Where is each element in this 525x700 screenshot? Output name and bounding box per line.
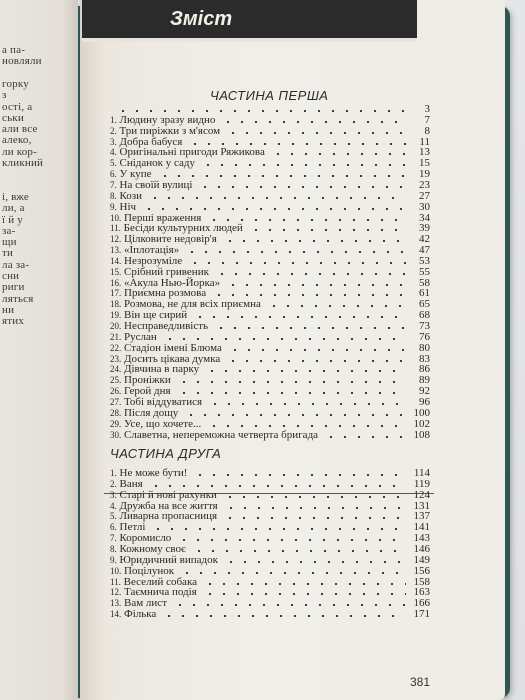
- dot-leader: [193, 474, 406, 476]
- toc-entry-page: 8: [424, 124, 430, 137]
- toc-entry-number: 5.: [110, 511, 117, 522]
- part-one-heading: ЧАСТИНА ПЕРША: [210, 88, 329, 103]
- toc-entry-number: 19.: [110, 310, 122, 321]
- toc-entry-number: 5.: [110, 158, 117, 169]
- dot-leader: [203, 593, 406, 595]
- dot-leader: [163, 338, 406, 340]
- toc-entry-title: Дружба на все життя: [119, 499, 218, 512]
- toc-entry-number: 2.: [110, 478, 117, 489]
- toc-entry-number: 9.: [110, 201, 117, 212]
- dot-leader: [185, 251, 406, 253]
- page-number: 381: [410, 675, 431, 689]
- toc-entry-number: 27.: [110, 396, 122, 407]
- left-page-text-fragment: ськи: [2, 111, 24, 124]
- toc-entry-page: 65: [419, 298, 430, 311]
- dot-leader: [207, 219, 406, 221]
- toc-entry-number: 16.: [110, 277, 122, 288]
- toc-entry-page: 68: [419, 309, 430, 322]
- toc-entry-page: 13: [419, 146, 430, 159]
- toc-entry-title: Добра бабуся: [119, 135, 183, 148]
- toc-entry-number: 7.: [110, 179, 117, 190]
- toc-entry-number: 11.: [110, 576, 121, 587]
- toc-entry-page: 15: [419, 157, 430, 170]
- dot-leader: [205, 370, 406, 372]
- toc-entry-number: 2.: [110, 125, 117, 136]
- toc-entry-number: 13.: [110, 598, 122, 609]
- toc-entry-page: 39: [419, 222, 430, 235]
- dot-leader: [224, 561, 406, 563]
- toc-entry-page: 146: [413, 542, 430, 555]
- toc-entry-page: 158: [413, 575, 430, 588]
- toc-entry-page: 27: [419, 189, 430, 202]
- toc-entry-page: 114: [413, 467, 430, 479]
- toc-entry-page: 86: [419, 363, 430, 376]
- toc-entry-title: Після дощу: [124, 406, 179, 419]
- dot-leader: [215, 273, 406, 275]
- toc-entry-number: 6.: [110, 522, 117, 533]
- toc-entry-page: 61: [419, 287, 430, 300]
- toc-entry-number: 14.: [110, 255, 122, 266]
- dot-leader: [223, 496, 406, 498]
- toc-entry-page: 53: [419, 254, 430, 267]
- dot-leader: [192, 550, 406, 552]
- part-two-heading: ЧАСТИНА ДРУГА: [110, 446, 222, 461]
- toc-entry-number: 1.: [110, 114, 117, 125]
- left-page-text-fragment: ляться: [2, 292, 34, 305]
- toc-entry-page: 30: [419, 200, 430, 213]
- left-page-text-fragment: новляли: [2, 55, 42, 68]
- toc-entry-number: 6.: [110, 169, 117, 180]
- toc-entry-title: Сніданок у саду: [119, 157, 195, 170]
- toc-entry-title: Коромисло: [119, 532, 172, 545]
- toc-entry-page: 143: [413, 532, 430, 545]
- dot-leader: [208, 403, 406, 405]
- toc-entry-number: 3.: [110, 489, 117, 500]
- left-page-text-fragment: ості, а: [2, 100, 33, 113]
- dot-leader: [177, 539, 406, 541]
- dot-leader: [188, 262, 406, 264]
- left-page-text-fragment: щи: [2, 236, 17, 249]
- dot-leader: [158, 175, 406, 177]
- dot-leader: [224, 507, 406, 509]
- toc-entry-page: 42: [419, 233, 430, 246]
- toc-entry-title: Незрозуміле: [124, 254, 183, 267]
- left-page-text-fragment: ла за-: [2, 258, 30, 271]
- dot-leader: [207, 425, 406, 427]
- toc-entry-page: 19: [419, 168, 430, 181]
- toc-entry-title: Срібний гривеник: [124, 265, 209, 278]
- toc-entry-number: 22.: [110, 342, 122, 353]
- toc-entry-page: 166: [413, 597, 430, 610]
- dot-leader: [228, 349, 406, 351]
- toc-entry-number: 21.: [110, 331, 122, 342]
- toc-entry-title: Проніжки: [124, 374, 171, 387]
- dot-leader: [223, 240, 406, 242]
- dot-leader: [162, 615, 406, 617]
- toc-entry-title: Приємна розмова: [124, 287, 207, 300]
- dot-leader: [184, 414, 406, 416]
- toc-entry-number: 14.: [110, 609, 122, 620]
- toc-entry-number: 20.: [110, 321, 122, 331]
- toc-entry-number: 29.: [110, 418, 122, 429]
- toc-entry-title: Руслан: [124, 330, 157, 343]
- toc-entry-number: 7.: [110, 533, 117, 544]
- toc-entry-page: 156: [413, 564, 430, 577]
- toc-entry-number: 18.: [110, 299, 122, 310]
- toc-entry-title-group: [110, 608, 156, 620]
- toc-entry-number: 9.: [110, 554, 117, 565]
- toc-entry-page: 73: [419, 320, 430, 332]
- page-title: Зміст: [170, 8, 233, 30]
- toc-entry-page: 58: [419, 276, 430, 289]
- left-page-text-fragment: ятих: [2, 315, 25, 328]
- toc-entry-title: Досить цікава думка: [124, 352, 221, 365]
- toc-entry-title: Поцілунок: [124, 564, 175, 577]
- left-page-text-fragment: ї й у: [2, 213, 23, 226]
- toc-entry-title-group: [110, 429, 318, 441]
- dot-leader: [226, 284, 406, 286]
- toc-entry-title: Несправедливість: [124, 320, 209, 332]
- toc-entry-title: Людину зразу видно: [119, 113, 216, 126]
- dot-leader: [203, 583, 406, 585]
- toc-entry-page: 23: [419, 178, 430, 191]
- toc-entry-number: 4.: [110, 500, 117, 511]
- toc-entry-number: 13.: [110, 245, 122, 256]
- toc-entry-page: 11: [419, 135, 430, 148]
- toc-entry-page: 171: [413, 608, 430, 621]
- toc-entry-title: Стадіон імені Блюма: [124, 341, 222, 354]
- dot-leader: [198, 186, 406, 188]
- toc-entry-number: 17.: [110, 288, 122, 299]
- dot-leader: [151, 528, 406, 530]
- toc-entry-page: 47: [419, 244, 430, 257]
- toc-entry-page: 96: [419, 395, 430, 408]
- dot-leader: [214, 327, 406, 329]
- left-page: [0, 0, 78, 700]
- toc-entry-title: «Акула Нью-Йорка»: [124, 276, 221, 289]
- toc-entry-page: 3: [424, 103, 430, 115]
- dot-leader: [223, 517, 406, 519]
- left-page-text-fragment: ли кор-: [2, 145, 37, 158]
- toc-entry-number: 8.: [110, 543, 117, 554]
- toc-entry-number: 12.: [110, 587, 122, 598]
- dot-leader: [148, 197, 406, 199]
- left-page-text-fragment: а па-: [2, 44, 26, 56]
- header-band: [82, 0, 417, 38]
- left-page-text-fragment: за-: [2, 224, 16, 237]
- dot-leader: [324, 436, 406, 438]
- dot-leader: [116, 110, 406, 112]
- left-page-text-fragment: алеко,: [2, 134, 32, 147]
- toc-entry-title: У купе: [119, 168, 152, 181]
- toc-entry-page: 108: [413, 428, 430, 441]
- toc-entry-number: 15.: [110, 266, 122, 277]
- toc-entry-page: 124: [413, 488, 430, 501]
- toc-entry-page: 141: [413, 521, 430, 534]
- toc-entry-title: Кожному своє: [119, 542, 186, 555]
- dot-leader: [221, 121, 406, 123]
- toc-entry-number: 10.: [110, 212, 122, 223]
- toc-entry-title: Бесіди культурних людей: [123, 222, 243, 235]
- toc-entry-title: Філька: [124, 608, 157, 621]
- left-page-text-fragment: али все: [2, 123, 38, 136]
- left-page-text-fragment: кликний: [2, 157, 44, 169]
- toc-entry-page: 92: [419, 385, 430, 398]
- dot-leader: [271, 153, 406, 155]
- toc-entry-page: 100: [413, 406, 430, 419]
- toc-entry-page: 102: [413, 417, 430, 430]
- toc-entry-page: 80: [419, 341, 430, 354]
- dot-leader: [177, 381, 406, 383]
- dot-leader: [226, 132, 406, 134]
- left-page-text-fragment: риги: [2, 281, 25, 294]
- dot-leader: [249, 229, 406, 231]
- toc-entry-number: 1.: [110, 468, 117, 478]
- toc-entry-title: Три пиріжки з м'ясом: [119, 124, 221, 137]
- toc-entry-title: Ваня: [119, 477, 143, 490]
- toc-entry-number: 11.: [110, 223, 121, 234]
- dot-leader: [226, 360, 406, 362]
- toc-entry-number: 30.: [110, 429, 122, 440]
- dot-leader: [212, 294, 406, 296]
- toc-entry-title: Цілковите недовір'я: [124, 233, 217, 246]
- toc-entry-page: 7: [424, 113, 430, 126]
- left-page-text-fragment: ли, а: [2, 202, 25, 215]
- dot-leader: [180, 572, 406, 574]
- toc-entry-page: 89: [419, 374, 430, 387]
- dot-leader: [188, 143, 406, 145]
- dot-leader: [177, 392, 406, 394]
- toc-entry-title: Він ще сирий: [124, 309, 188, 322]
- toc-entry-title: Вам лист: [124, 597, 167, 610]
- toc-entry-title: Петлі: [119, 521, 146, 534]
- toc-entry-title: Ливарна пропасниця: [119, 510, 218, 523]
- toc-entry-title: Усе, що хочете...: [124, 417, 202, 430]
- toc-entry-page: 34: [419, 211, 430, 224]
- toc-entry-number: 10.: [110, 565, 122, 576]
- toc-entry-number: 4.: [110, 147, 117, 158]
- toc-entry-title: Кози: [119, 189, 143, 202]
- toc-entry-page: 163: [413, 586, 430, 599]
- toc-entry-title: Веселий собака: [123, 575, 197, 588]
- dot-leader: [149, 485, 406, 487]
- toc-entry-number: 3.: [110, 136, 117, 147]
- toc-entry-number: 25.: [110, 375, 122, 386]
- toc-entry-title: Таємнича подія: [124, 586, 197, 599]
- toc-entry-title: Герой дня: [124, 385, 171, 398]
- toc-entry-page: 119: [413, 477, 430, 490]
- dot-leader: [267, 305, 406, 307]
- toc-entry-title: Старі й нові рахунки: [119, 488, 217, 501]
- left-page-text-fragment: і, вже: [2, 190, 29, 203]
- toc-entry-title: Розмова, не для всіх приємна: [124, 298, 261, 311]
- left-page-text-fragment: ти: [2, 247, 14, 260]
- toc-entry-title: Оригінальні пригоди Ряжикова: [119, 146, 265, 159]
- toc-entry-page: 55: [419, 265, 430, 278]
- left-page-text-fragment: ни: [2, 303, 15, 316]
- left-page-text-fragment: з: [2, 89, 7, 102]
- toc-entry-title: Не може бути!: [119, 467, 188, 479]
- toc-entry-number: 24.: [110, 364, 122, 375]
- dot-leader: [173, 604, 406, 606]
- toc-entry[interactable]: [110, 429, 430, 442]
- toc-entry-title: Ніч: [119, 200, 137, 213]
- left-page-text-fragment: горку: [2, 77, 29, 90]
- toc-entry[interactable]: [110, 608, 430, 621]
- toc-entry-title: Дівчина в парку: [124, 363, 200, 376]
- dot-leader: [193, 316, 406, 318]
- toc-entry-page: 131: [413, 499, 430, 512]
- toc-entry-number: 12.: [110, 234, 122, 245]
- toc-entry-page: 76: [419, 330, 430, 343]
- dot-leader: [201, 164, 406, 166]
- toc-entry-page: 83: [419, 352, 430, 365]
- toc-entry-number: 8.: [110, 190, 117, 201]
- toc-entry-title: «Іплотація»: [124, 244, 180, 257]
- left-page-text-fragment: сни: [2, 270, 20, 282]
- toc-entry-title: Перші враження: [124, 211, 202, 224]
- toc-entry-number: 23.: [110, 353, 122, 364]
- toc-entry-page: 137: [413, 510, 430, 523]
- dot-leader: [142, 208, 406, 210]
- toc-entry-title: На своїй вулиці: [119, 178, 193, 191]
- toc-entry-number: 26.: [110, 386, 122, 397]
- toc-entry-title: Юридичний випадок: [119, 553, 218, 566]
- toc-entry-title: Славетна, непереможна четверта бригада: [124, 428, 319, 441]
- toc-entry-title: Тобі віддуватися: [124, 395, 203, 408]
- toc-entry-page: 149: [413, 553, 430, 566]
- toc-entry-number: 28.: [110, 407, 122, 418]
